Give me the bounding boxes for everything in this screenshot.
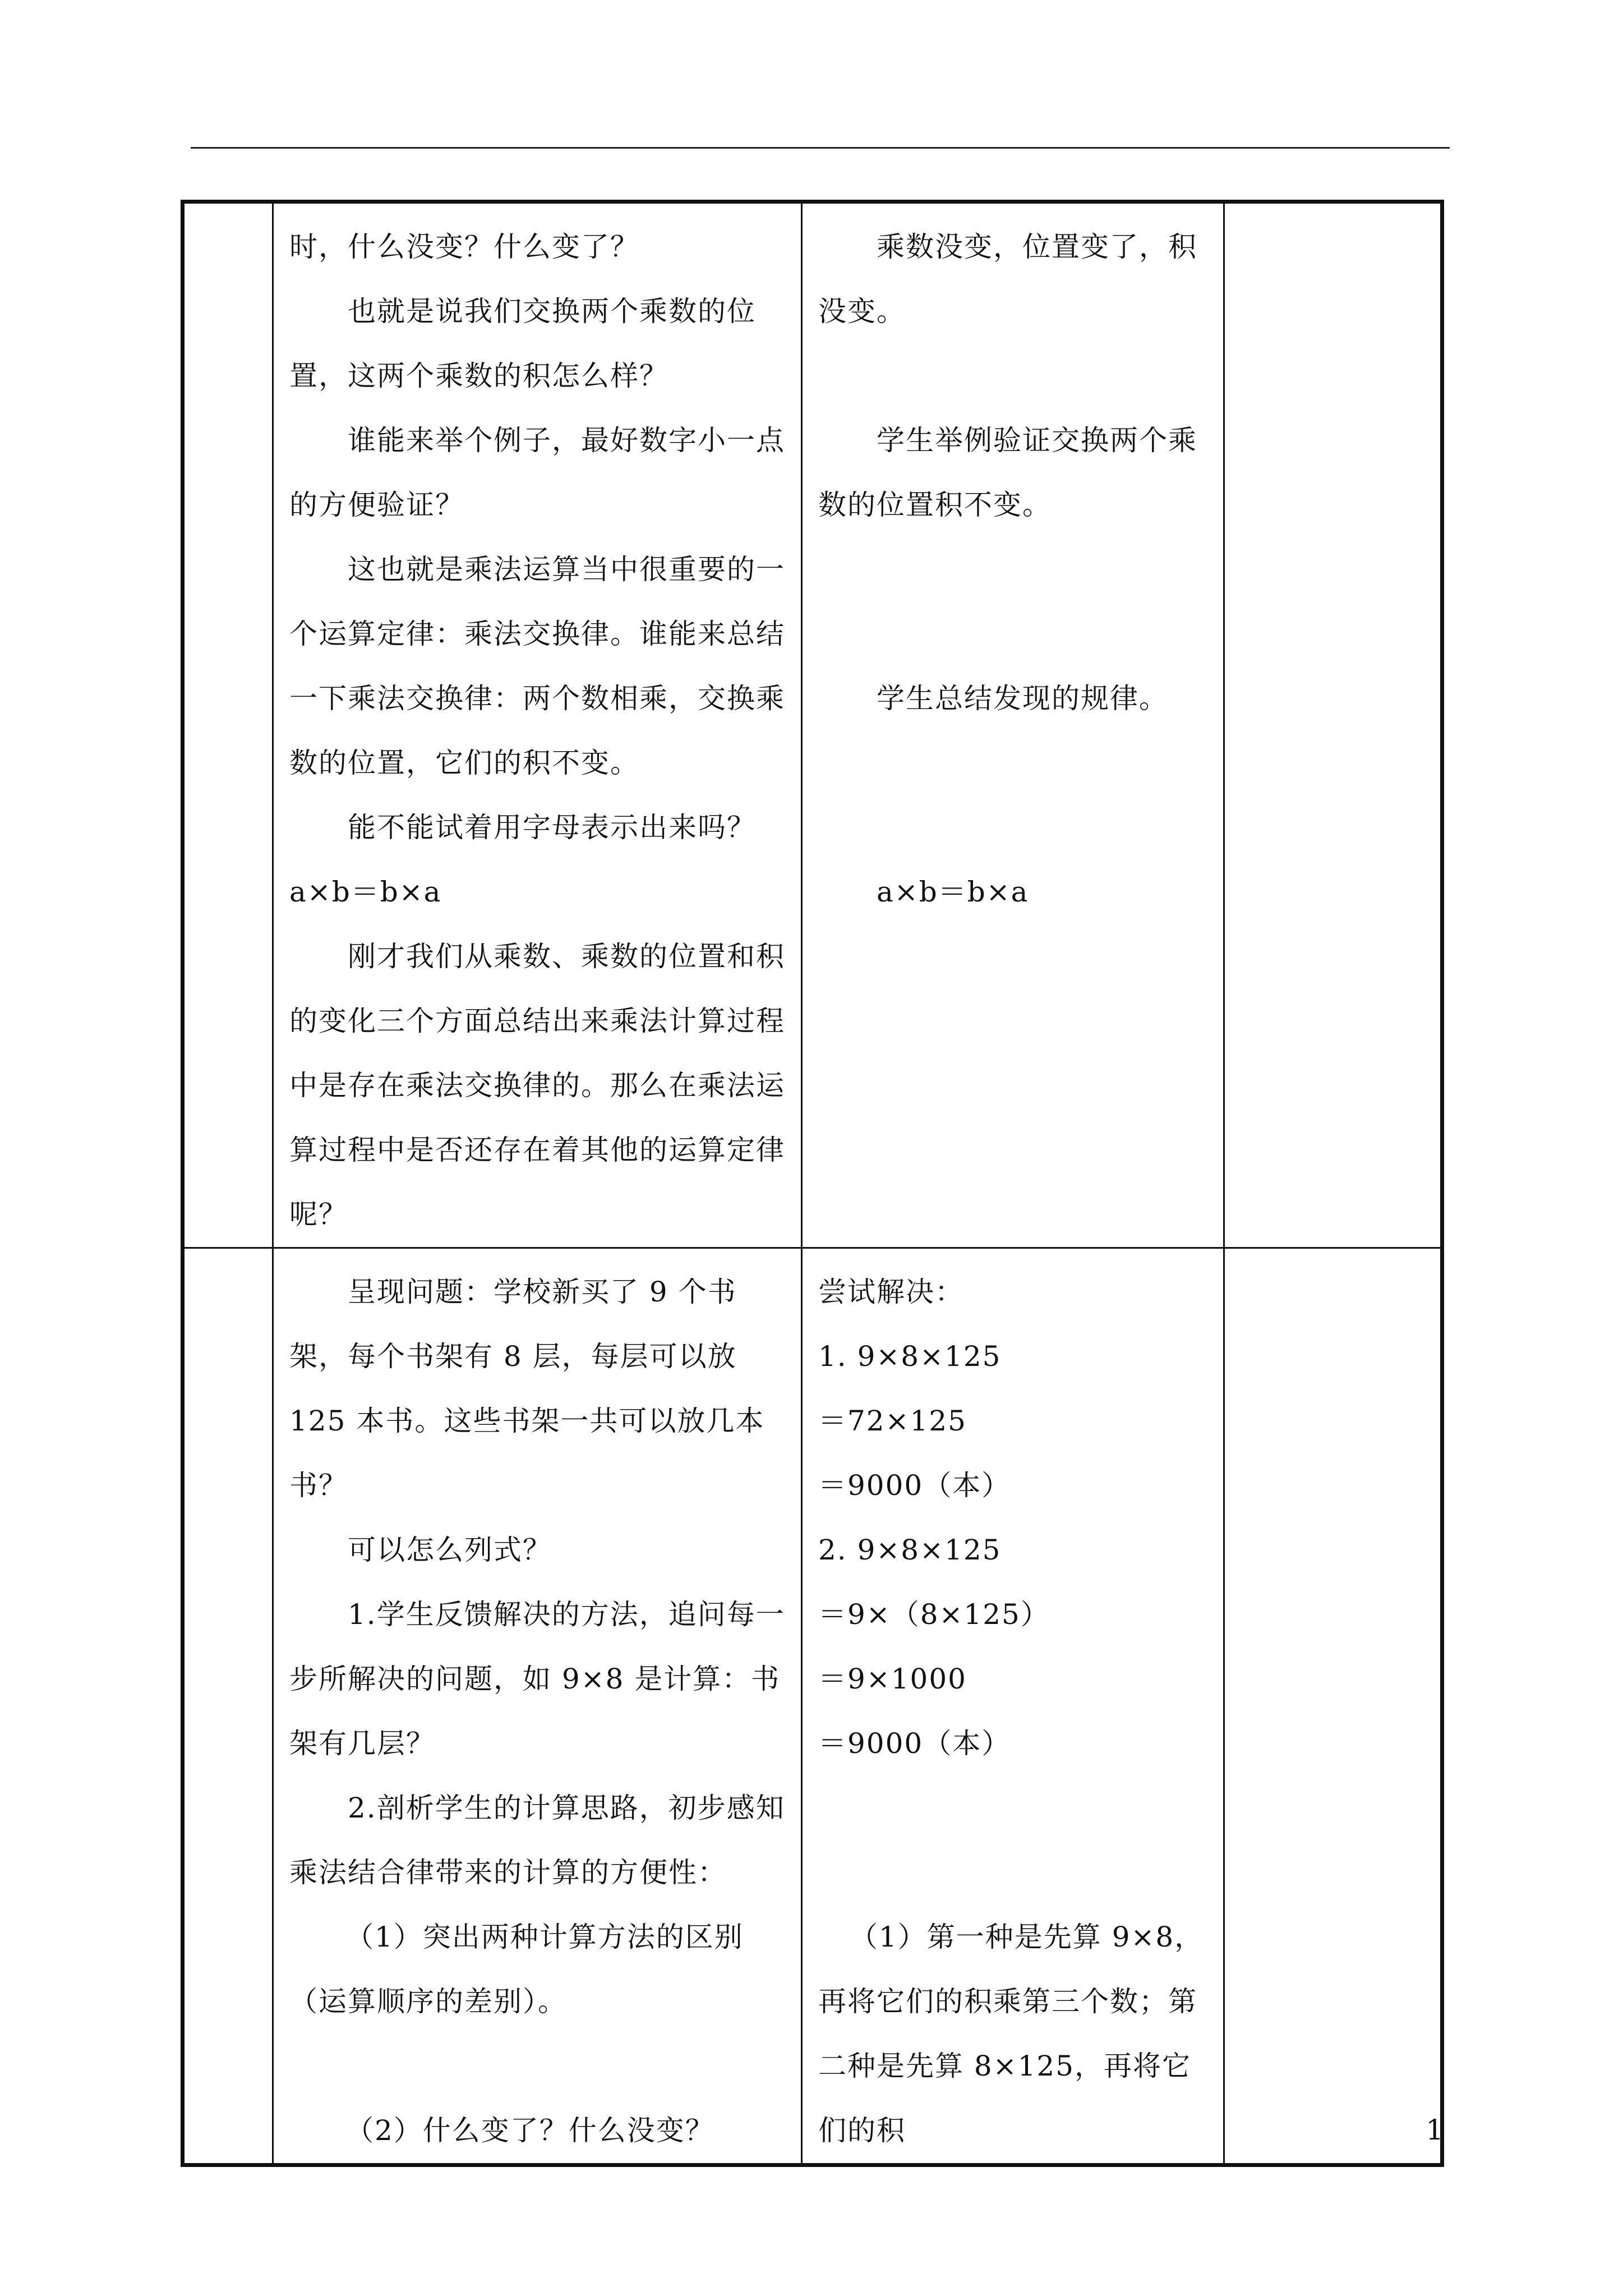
teacher-paragraph: 呈现问题：学校新买了 9 个书架，每个书架有 8 层，每层可以放 125 本书。这些书架一共可以放几本书？ [289, 1276, 765, 1502]
student-line: 尝试解决： [818, 1276, 964, 1308]
student-line: ＝9000（本） [818, 1727, 1011, 1760]
teacher-paragraph: （2）什么变了？什么没变？ [345, 2114, 714, 2147]
stage-cell [183, 202, 273, 1248]
student-paragraph: 学生举例验证交换两个乘数的位置积不变。 [818, 424, 1197, 521]
student-activity-cell [802, 1248, 1224, 2165]
teacher-paragraph: 1.学生反馈解决的方法，追问每一步所解决的问题，如 9×8 是计算：书架有几层？ [289, 1598, 785, 1760]
teacher-activity-cell [273, 1248, 802, 2165]
teacher-paragraph: 谁能来举个例子，最好数字小一点的方便验证？ [289, 424, 785, 521]
student-line: ＝72×125 [818, 1405, 967, 1437]
teacher-paragraph: 可以怎么列式？ [348, 1534, 552, 1566]
student-activity-cell [802, 202, 1224, 1248]
table-row [183, 202, 1442, 1248]
notes-cell [1224, 1248, 1442, 2165]
student-paragraph: 乘数没变，位置变了，积没变。 [818, 231, 1197, 328]
student-paragraph: a×b＝b×a [877, 876, 1029, 908]
teacher-activity-cell [273, 202, 802, 1248]
notes-cell [1224, 202, 1442, 1248]
student-paragraph: （1）第一种是先算 9×8，再将它们的积乘第三个数；第二种是先算 8×125，再将它们的积 [818, 1921, 1204, 2147]
teacher-paragraph: 能不能试着用字母表示出来吗？a×b＝b×a [289, 811, 756, 908]
teacher-paragraph: 2.剖析学生的计算思路，初步感知乘法结合律带来的计算的方便性： [289, 1792, 785, 1889]
teacher-paragraph: 也就是说我们交换两个乘数的位置，这两个乘数的积怎么样？ [289, 295, 756, 392]
student-line: ＝9×1000 [818, 1663, 967, 1695]
teacher-paragraph: 刚才我们从乘数、乘数的位置和积的变化三个方面总结出来乘法计算过程中是存在乘法交换律的。那么在乘法运算过程中是否还存在着其他的运算定律呢？ [289, 940, 785, 1231]
student-line: 2. 9×8×125 [818, 1534, 1002, 1566]
teacher-paragraph: 时，什么没变？什么变了？ [289, 231, 639, 263]
lesson-table [181, 200, 1444, 2167]
table-row [183, 1248, 1442, 2165]
stage-cell [183, 1248, 273, 2165]
header-rule [191, 147, 1450, 149]
student-line: ＝9×（8×125） [818, 1598, 1050, 1631]
student-paragraph: 学生总结发现的规律。 [877, 682, 1168, 715]
page-number: 1 [1426, 2114, 1444, 2146]
student-line: ＝9000（本） [818, 1469, 1011, 1502]
teacher-paragraph: 这也就是乘法运算当中很重要的一个运算定律：乘法交换律。谁能来总结一下乘法交换律：两个数相乘，交换乘数的位置，它们的积不变。 [289, 553, 785, 779]
student-line: 1. 9×8×125 [818, 1340, 1002, 1373]
teacher-paragraph: （1）突出两种计算方法的区别（运算顺序的差别）。 [289, 1921, 744, 2018]
